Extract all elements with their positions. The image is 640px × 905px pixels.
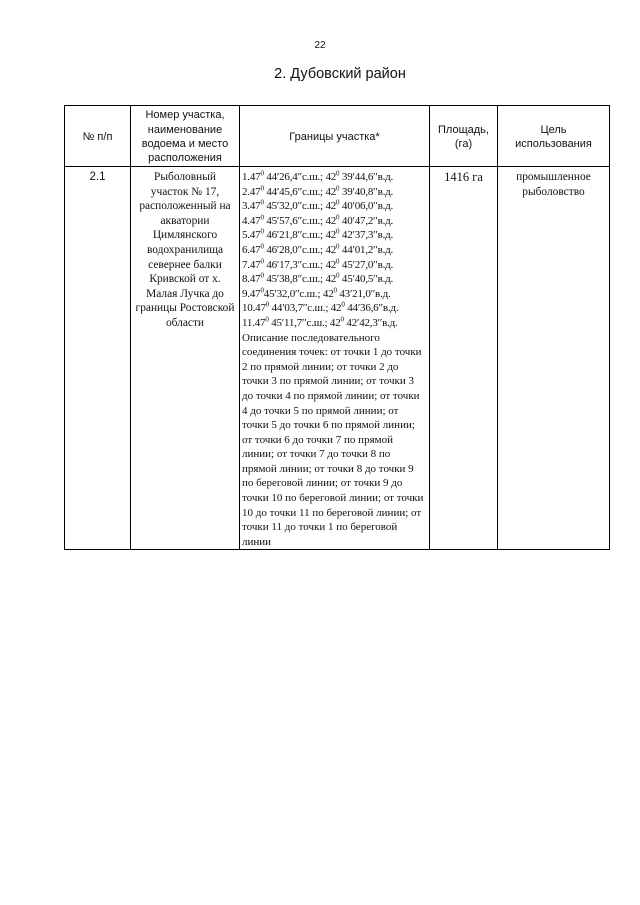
table-row: [65, 167, 610, 550]
row-area: 1416 га: [430, 167, 498, 550]
point-longitude: 44′01,2′′в.д.: [339, 243, 394, 256]
degree-mark: 0: [260, 198, 264, 207]
degree-mark: 0: [336, 198, 340, 207]
coordinate-point: [242, 258, 427, 273]
point-latitude: 44′45,6′′с.ш.; 42: [263, 185, 337, 198]
header-bounds: Границы участка*: [240, 106, 430, 167]
row-num: 2.1: [65, 167, 131, 550]
degree-mark: 0: [260, 256, 264, 265]
point-latitude: 46′21,8′′с.ш.; 42: [263, 229, 337, 242]
point-number: 3.47: [242, 200, 261, 213]
coordinate-point: [242, 243, 427, 258]
coordinate-point: [242, 199, 427, 214]
row-purpose: промышленное рыболовство: [498, 167, 610, 550]
coordinate-point: [242, 214, 427, 229]
coordinate-point: [242, 287, 427, 302]
page-number: 22: [314, 40, 326, 51]
coordinate-point: [242, 170, 427, 185]
point-number: 9.47: [242, 287, 261, 300]
degree-mark: 0: [260, 183, 264, 192]
degree-mark: 0: [336, 227, 340, 236]
point-latitude: 45′11,7′′с.ш.; 42: [268, 316, 341, 329]
point-number: 6.47: [242, 243, 261, 256]
point-longitude: 39′40,8′′в.д.: [339, 185, 394, 198]
point-longitude: 40′47,2′′в.д.: [339, 214, 394, 227]
coordinate-point: [242, 316, 427, 331]
coordinate-point: [242, 301, 427, 316]
degree-mark: 0: [340, 315, 344, 324]
degree-mark: 0: [260, 169, 264, 178]
point-latitude: 45′32,0′′с.ш.; 42: [263, 287, 334, 300]
fishing-areas-table: [64, 105, 610, 550]
degree-mark: 0: [336, 213, 340, 222]
point-number: 11.47: [242, 316, 266, 329]
coordinate-point: [242, 185, 427, 200]
degree-mark: 0: [336, 169, 340, 178]
degree-mark: 0: [260, 271, 264, 280]
degree-mark: 0: [341, 300, 345, 309]
point-number: 7.47: [242, 258, 261, 271]
point-longitude: 42′37,3′′в.д.: [339, 229, 394, 242]
point-longitude: 43′21,0′′в.д.: [336, 287, 391, 300]
point-latitude: 46′17,3′′с.ш.; 42: [263, 258, 337, 271]
point-longitude: 44′36,6′′в.д.: [344, 302, 399, 315]
point-longitude: 45′27,0′′в.д.: [339, 258, 394, 271]
row-bounds: [240, 167, 430, 550]
degree-mark: 0: [333, 286, 337, 295]
point-number: 1.47: [242, 171, 261, 183]
point-latitude: 45′38,8′′с.ш.; 42: [263, 273, 337, 286]
section-title: 2. Дубовский район: [274, 66, 406, 82]
point-longitude: 40′06,0′′в.д.: [339, 200, 394, 213]
point-longitude: 42′42,3′′в.д.: [343, 316, 398, 329]
point-longitude: 39′44,6′′в.д.: [339, 171, 394, 183]
degree-mark: 0: [336, 256, 340, 265]
point-latitude: 45′57,6′′с.ш.; 42: [263, 214, 337, 227]
header-num: № п/п: [65, 106, 131, 167]
header-name: Номер участка, наименование водоема и место расположения: [131, 106, 240, 167]
table-header-row: [65, 106, 610, 167]
degree-mark: 0: [336, 242, 340, 251]
degree-mark: 0: [336, 183, 340, 192]
point-number: 2.47: [242, 185, 261, 198]
point-number: 5.47: [242, 229, 261, 242]
degree-mark: 0: [265, 300, 270, 309]
degree-mark: 0: [260, 286, 264, 295]
point-number: 8.47: [242, 273, 261, 286]
point-latitude: 44′03,7′′с.ш.; 42: [269, 302, 342, 315]
row-name: Рыболовный участок № 17, расположенный на акватории Цимлянского водохранилища севернее балки Кривской от х. Малая Лучка до границы Ростовской области: [131, 167, 240, 550]
coordinate-points-list: [242, 170, 427, 331]
degree-mark: 0: [260, 242, 264, 251]
point-number: 4.47: [242, 214, 261, 227]
degree-mark: 0: [260, 213, 264, 222]
degree-mark: 0: [265, 315, 269, 324]
degree-mark: 0: [336, 271, 340, 280]
coordinate-point: [242, 228, 427, 243]
coordinate-point: [242, 272, 427, 287]
point-latitude: 45′32,0′′с.ш.; 42: [263, 200, 337, 213]
header-area: Площадь, (га): [430, 106, 498, 167]
bounds-description: Описание последовательного соединения точек: от точки 1 до точки 2 по прямой линии; от точки 2 до точки 3 по прямой линии; от точки 3 до точки 4 по прямой линии; от точки 4 до точки 5 по прямой линии; от точки 5 до точки 6 по прямой линии; от точки 6 до точки 7 по прямой линии; от точки 7 до точки 8 по прямой линии; от точки 8 до точки 9 по береговой линии; от точки 9 до точки 10 по береговой линии; от точки 10 до точки 11 по береговой линии; от точки 11 до точки 1 по береговой линии: [242, 331, 424, 548]
point-number: 10.47: [242, 302, 266, 315]
point-latitude: 46′28,0′′с.ш.; 42: [263, 243, 337, 256]
point-longitude: 45′40,5′′в.д.: [339, 273, 394, 286]
point-latitude: 44′26,4′′с.ш.; 42: [263, 171, 337, 183]
degree-mark: 0: [260, 227, 264, 236]
header-purpose: Цель использования: [498, 106, 610, 167]
